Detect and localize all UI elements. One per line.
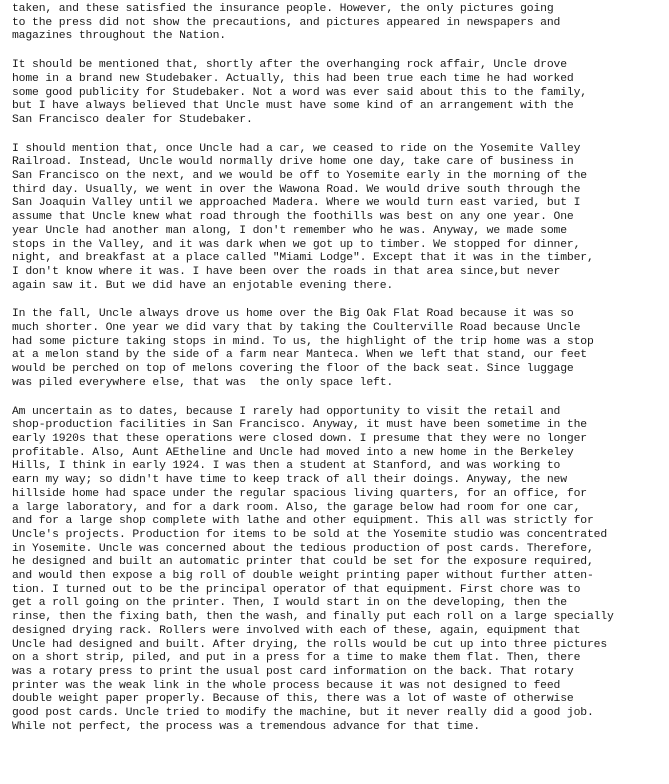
text-line: was piled everywhere else, that was the only space left. [12, 376, 394, 389]
text-line: double weight paper properly. Because of this, there was a lot of waste of otherwise [12, 693, 574, 706]
paragraph [12, 59, 659, 128]
text-line: much shorter. One year we did vary that by taking the Coulterville Road because Uncle [12, 322, 581, 335]
text-line: stops in the Valley, and it was dark when we got up to timber. We stopped for dinner, [12, 238, 581, 251]
text-line: magazines throughout the Nation. [12, 30, 226, 43]
text-line: third day. Usually, we went in over the Wawona Road. We would drive south through the [12, 183, 581, 196]
text-line: rinse, then the fixing bath, then the wash, and finally put each roll on a large specially [12, 611, 614, 624]
text-line: taken, and these satisfied the insurance people. However, the only pictures going [12, 3, 554, 15]
text-line: and would then expose a big roll of double weight printing paper without further atten- [12, 570, 594, 583]
text-line: shop-production facilities in San Francisco. Anyway, it must have been sometime in the [12, 419, 587, 432]
text-line: night, and breakfast at a place called "Miami Lodge". Except that it was in the timber, [12, 252, 594, 265]
text-line: earn my way; so didn't have time to keep track of all their doings. Anyway, the new [12, 474, 567, 487]
text-line: early 1920s that these operations were closed down. I presume that they were no longer [12, 432, 587, 445]
text-line: some good publicity for Studebaker. Not a word was ever said about this to the family, [12, 86, 587, 99]
paragraph [12, 308, 659, 390]
text-line: I don't know where it was. I have been over the roads in that area since,but never [12, 265, 561, 278]
text-line: on a short strip, piled, and put in a press for a time to make them flat. Then, there [12, 652, 581, 665]
paragraph [12, 3, 659, 44]
text-line: he designed and built an automatic printer that could be set for the exposure required, [12, 556, 594, 569]
text-line: It should be mentioned that, shortly after the overhanging rock affair, Uncle drove [12, 59, 567, 72]
paragraph [12, 143, 659, 294]
text-line: would be perched on top of melons covering the floor of the back seat. Since luggage [12, 363, 574, 376]
text-line: In the fall, Uncle always drove us home over the Big Oak Flat Road because it was so [12, 308, 574, 321]
text-line: tion. I turned out to be the principal operator of that equipment. First chore was to [12, 583, 581, 596]
text-line: to the press did not show the precautions, and pictures appeared in newspapers and [12, 16, 561, 29]
text-line: a large laboratory, and for a dark room. Also, the garage below had room for one car, [12, 501, 581, 514]
text-line: at a melon stand by the side of a farm near Manteca. When we left that stand, our feet [12, 349, 587, 362]
text-line: I should mention that, once Uncle had a car, we ceased to ride on the Yosemite Valley [12, 142, 581, 155]
text-line: Uncle's projects. Production for items to be sold at the Yosemite studio was concentrated [12, 528, 608, 541]
text-line: good post cards. Uncle tried to modify the machine, but it never really did a good job. [12, 707, 594, 720]
text-line: designed drying rack. Rollers were involved with each of these, again, equipment that [12, 624, 581, 637]
text-line: was a rotary press to print the usual post card information on the back. That rotary [12, 665, 574, 678]
text-line: Hills, I think in early 1924. I was then a student at Stanford, and was working to [12, 460, 561, 473]
text-line: again saw it. But we did have an enjotable evening there. [12, 279, 394, 292]
text-line: San Francisco on the next, and we would be off to Yosemite early in the morning of the [12, 170, 587, 183]
text-line: Am uncertain as to dates, because I rarely had opportunity to visit the retail and [12, 405, 561, 418]
text-line: profitable. Also, Aunt AEtheline and Uncle had moved into a new home in the Berkeley [12, 446, 574, 459]
text-line: and for a large shop complete with lathe and other equipment. This all was strictly for [12, 515, 594, 528]
paragraph [12, 406, 659, 735]
text-line: had some picture taking stops in mind. To us, the highlight of the trip home was a stop [12, 335, 594, 348]
text-line: San Francisco dealer for Studebaker. [12, 113, 253, 126]
text-line: While not perfect, the process was a tremendous advance for that time. [12, 720, 480, 733]
text-line: assume that Uncle knew what road through the foothills was best on any one year. One [12, 211, 574, 224]
text-line: get a roll going on the printer. Then, I would start in on the developing, then the [12, 597, 567, 610]
text-line: printer was the weak link in the whole process because it was not designed to feed [12, 679, 561, 692]
text-line: hillside home had space under the regular spacious living quarters, for an office, for [12, 487, 587, 500]
text-line: home in a brand new Studebaker. Actually, this had been true each time he had worked [12, 72, 574, 85]
text-line: San Joaquin Valley until we approached Madera. Where we would turn east varied, but I [12, 197, 581, 210]
text-line: in Yosemite. Uncle was concerned about the tedious production of post cards. Therefore, [12, 542, 594, 555]
text-line: Uncle had designed and built. After drying, the rolls would be cut up into three pictures [12, 638, 608, 651]
text-line: but I have always believed that Uncle must have some kind of an arrangement with the [12, 100, 574, 113]
text-line: Railroad. Instead, Uncle would normally drive home one day, take care of business in [12, 156, 574, 169]
text-line: year Uncle had another man along, I don't remember who he was. Anyway, we made some [12, 224, 567, 237]
